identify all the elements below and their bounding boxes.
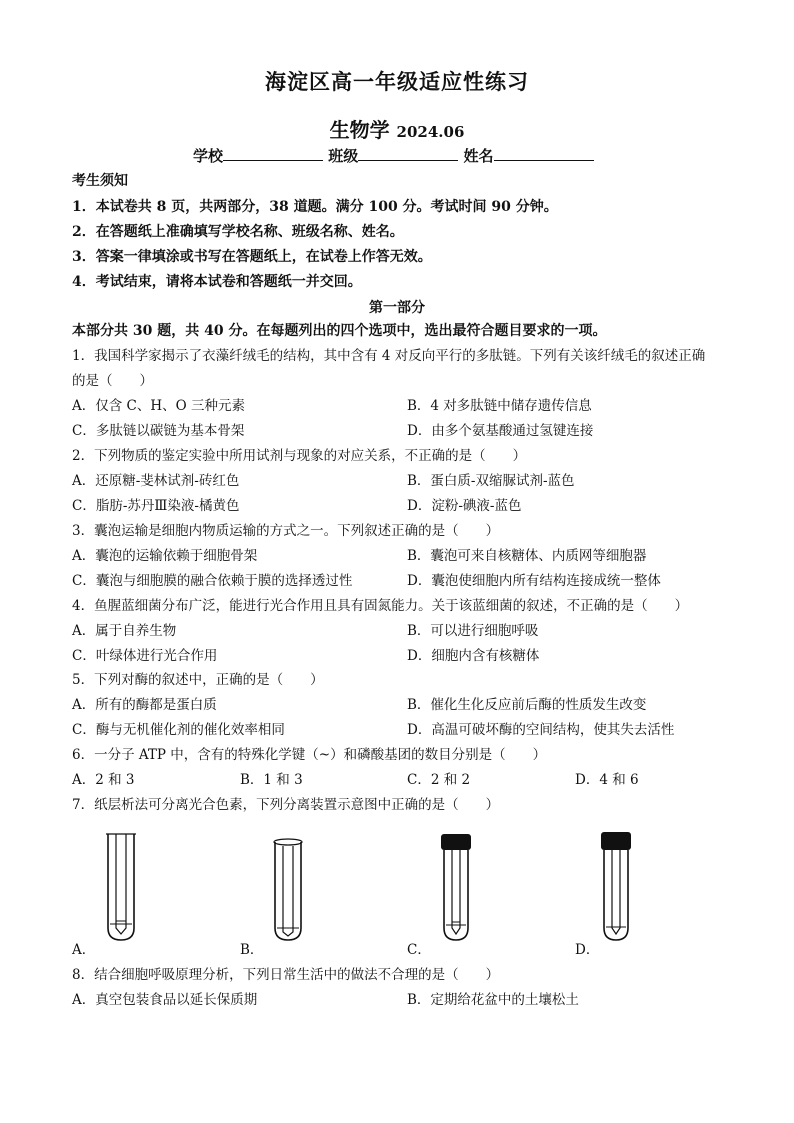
option-b[interactable]: B．囊泡可来自核糖体、内质网等细胞器 — [407, 548, 647, 564]
option-d[interactable]: D．细胞内含有核糖体 — [407, 648, 540, 664]
option-a[interactable]: A．仅含 C、H、O 三种元素 — [72, 398, 246, 414]
option-c[interactable]: C．囊泡与细胞膜的融合依赖于膜的选择透过性 — [72, 573, 353, 589]
option-b[interactable]: B．1 和 3 — [240, 772, 303, 788]
question-stem: 2．下列物质的鉴定实验中所用试剂与现象的对应关系，不正确的是（ ） — [72, 448, 527, 464]
option-d[interactable]: D．4 和 6 — [575, 772, 639, 788]
option-a[interactable]: A．属于自养生物 — [72, 623, 177, 639]
notice-item: 4．考试结束，请将本试卷和答题纸一并交回。 — [72, 274, 362, 290]
student-info-line — [193, 145, 594, 166]
option-c[interactable]: C．2 和 2 — [407, 772, 471, 788]
name-blank[interactable] — [494, 147, 594, 161]
option-d[interactable]: D．囊泡使细胞内所有结构连接成统一整体 — [407, 573, 661, 589]
subject-name: 生物学 — [329, 118, 390, 142]
test-tube-c-diagram — [439, 832, 473, 944]
exam-title: 海淀区高一年级适应性练习 — [265, 69, 529, 94]
question-stem: 8．结合细胞呼吸原理分析，下列日常生活中的做法不合理的是（ ） — [72, 967, 500, 983]
question-stem: 6．一分子 ATP 中，含有的特殊化学键（~）和磷酸基团的数目分别是（ ） — [72, 747, 547, 763]
option-a[interactable]: A．2 和 3 — [72, 772, 135, 788]
option-d[interactable]: D．淀粉-碘液-蓝色 — [407, 498, 522, 514]
option-b[interactable]: B． — [240, 942, 264, 958]
option-c[interactable]: C．脂肪-苏丹Ⅲ染液-橘黄色 — [72, 498, 240, 514]
test-tube-d-diagram — [599, 830, 633, 944]
option-a[interactable]: A．真空包装食品以延长保质期 — [72, 992, 258, 1008]
option-c[interactable]: C．酶与无机催化剂的催化效率相同 — [72, 722, 285, 738]
notice-item: 1．本试卷共 8 页，共两部分，38 道题。满分 100 分。考试时间 90 分钟。 — [72, 199, 558, 215]
class-blank[interactable] — [358, 147, 458, 161]
notice-item: 2．在答题纸上准确填写学校名称、班级名称、姓名。 — [72, 224, 404, 240]
option-a[interactable]: A．还原糖-斐林试剂-砖红色 — [72, 473, 240, 489]
school-blank[interactable] — [223, 147, 323, 161]
part-one-instruction: 本部分共 30 题，共 40 分。在每题列出的四个选项中，选出最符合题目要求的一项。 — [72, 323, 607, 339]
question-stem: 1．我国科学家揭示了衣藻纤绒毛的结构，其中含有 4 对反向平行的多肽链。下列有关该纤绒毛的叙述正确 — [72, 348, 706, 364]
option-c[interactable]: C．多肽链以碳链为基本骨架 — [72, 423, 245, 439]
question-stem: 3．囊泡运输是细胞内物质运输的方式之一。下列叙述正确的是（ ） — [72, 523, 500, 539]
exam-date: 2024.06 — [396, 123, 465, 141]
question-stem: 5．下列对酶的叙述中，正确的是（ ） — [72, 672, 324, 688]
school-label: 学校 — [193, 147, 224, 165]
option-d[interactable]: D． — [575, 942, 600, 958]
option-a[interactable]: A．所有的酶都是蛋白质 — [72, 697, 217, 713]
option-c[interactable]: C． — [407, 942, 431, 958]
part-one-title: 第一部分 — [369, 300, 425, 316]
option-b[interactable]: B．蛋白质-双缩脲试剂-蓝色 — [407, 473, 575, 489]
test-tube-b-diagram — [271, 838, 305, 944]
notice-heading: 考生须知 — [72, 173, 128, 189]
option-a[interactable]: A．囊泡的运输依赖于细胞骨架 — [72, 548, 258, 564]
option-d[interactable]: D．由多个氨基酸通过氢键连接 — [407, 423, 594, 439]
test-tube-a-diagram — [104, 832, 138, 944]
question-stem: 7．纸层析法可分离光合色素，下列分离装置示意图中正确的是（ ） — [72, 797, 500, 813]
question-stem-continued: 的是（ ） — [72, 373, 153, 389]
subject-line — [0, 114, 794, 143]
question-stem: 4．鱼腥蓝细菌分布广泛，能进行光合作用且具有固氮能力。关于该蓝细菌的叙述，不正确的是（ ） — [72, 598, 689, 614]
option-c[interactable]: C．叶绿体进行光合作用 — [72, 648, 218, 664]
notice-item: 3．答案一律填涂或书写在答题纸上，在试卷上作答无效。 — [72, 249, 432, 265]
name-label: 姓名 — [463, 147, 494, 165]
option-b[interactable]: B．催化生化反应前后酶的性质发生改变 — [407, 697, 647, 713]
option-b[interactable]: B．4 对多肽链中储存遗传信息 — [407, 398, 592, 414]
option-b[interactable]: B．定期给花盆中的土壤松土 — [407, 992, 579, 1008]
option-d[interactable]: D．高温可破坏酶的空间结构，使其失去活性 — [407, 722, 675, 738]
option-a[interactable]: A． — [72, 942, 96, 958]
class-label: 班级 — [328, 147, 359, 165]
option-b[interactable]: B．可以进行细胞呼吸 — [407, 623, 539, 639]
